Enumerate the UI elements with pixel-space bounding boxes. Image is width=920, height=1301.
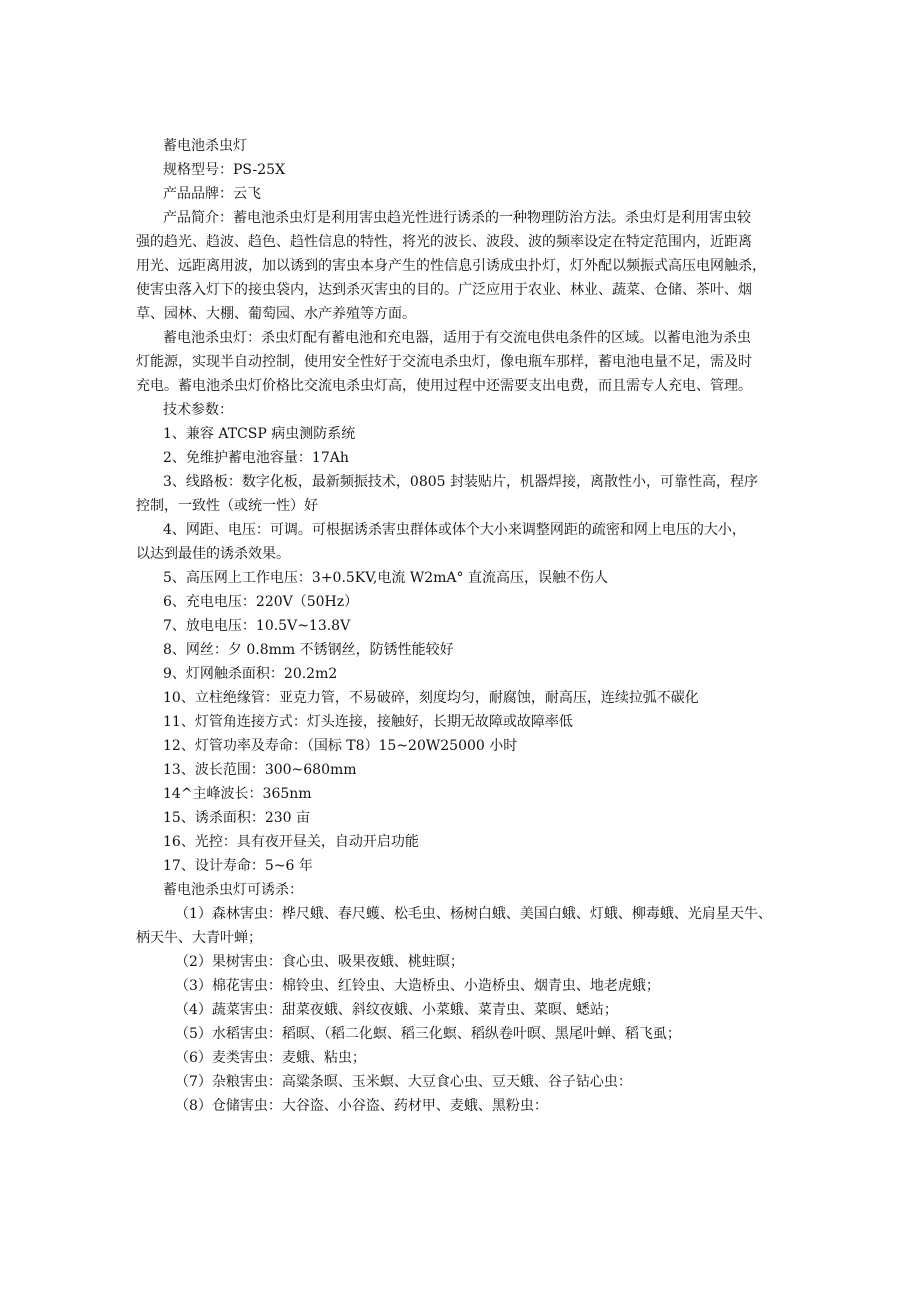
param-item: 7、放电电压：10.5V~13.8V — [163, 618, 351, 634]
param-item: 控制，一致性（或统一性）好 — [136, 498, 318, 514]
param-item: 5、高压网上工作电压：3+0.5KV,电流 W2mA° 直流高压，误触不伤人 — [163, 570, 608, 586]
param-item: 12、灯管功率及寿命：（国标 T8）15~20W25000 小时 — [163, 738, 518, 754]
param-item: 1、兼容 ATCSP 病虫测防系统 — [163, 426, 356, 442]
param-item: 以达到最佳的诱杀效果。 — [136, 546, 290, 562]
doc-title: 蓄电池杀虫灯 — [163, 138, 247, 154]
param-item: 2、免维护蓄电池容量：17Ah — [163, 450, 349, 466]
param-item: 17、设计寿命：5~6 年 — [163, 858, 313, 874]
intro-line: 强的趋光、趋波、趋色、趋性信息的特性，将光的波长、波段、波的频率设定在特定范围内，近距离 — [136, 234, 752, 250]
pest-item: 柄天牛、大青叶蝉； — [136, 930, 262, 946]
param-item: 13、波长范围：300~680mm — [163, 762, 357, 778]
param-item: 16、光控：具有夜开昼关，自动开启功能 — [163, 834, 419, 850]
battery-line: 灯能源，实现半自动控制，使用安全性好于交流电杀虫灯，像电瓶车那样，蓄电池电量不足，需及时 — [136, 354, 752, 370]
params-heading: 技术参数： — [163, 402, 233, 418]
pest-item: （7）杂粮害虫：高粱条暝、玉米螟、大豆食心虫、豆天蛾、谷子钻心虫： — [175, 1074, 632, 1090]
param-item: 10、立柱绝缘管：亚克力管，不易破碎，刻度均匀，耐腐蚀，耐高压，连续拉弧不碳化 — [163, 690, 699, 706]
pest-item: （8）仓储害虫：大谷盗、小谷盗、药材甲、麦蛾、黑粉虫： — [175, 1098, 548, 1114]
battery-line: 充电。蓄电池杀虫灯价格比交流电杀虫灯高，使用过程中还需要支出电费，而且需专人充电、管理。 — [136, 378, 752, 394]
pest-item: （3）棉花害虫：棉铃虫、红铃虫、大造桥虫、小造桥虫、烟青虫、地老虎蛾； — [175, 978, 660, 994]
param-item: 6、充电电压：220V（50Hz） — [163, 594, 359, 610]
battery-line: 蓄电池杀虫灯：杀虫灯配有蓄电池和充电器，适用于有交流电供电条件的区域。以蓄电池为杀虫 — [163, 330, 751, 346]
pest-item: （2）果树害虫：食心虫、吸果夜蛾、桃蛀暝； — [175, 954, 464, 970]
intro-line: 用光、远距离用波，加以诱到的害虫本身产生的性信息引诱成虫扑灯，灯外配以频振式高压电网触杀， — [136, 258, 766, 274]
pest-item: （5）水稻害虫：稻暝、（稻二化螟、稻三化螟、稻纵卷叶暝、黑尾叶蝉、稻飞虱； — [175, 1026, 681, 1042]
pests-heading: 蓄电池杀虫灯可诱杀： — [163, 882, 303, 898]
param-item: 14^主峰波长：365nm — [163, 786, 312, 802]
brand-line: 产品品牌：云飞 — [163, 186, 261, 202]
param-item: 4、网距、电压：可调。可根据诱杀害虫群体或体个大小来调整网距的疏密和网上电压的大小， — [163, 522, 746, 538]
intro-line: 草、园林、大棚、葡萄园、水产养殖等方面。 — [136, 306, 416, 322]
param-item: 15、诱杀面积：230 亩 — [163, 810, 310, 826]
intro-line: 使害虫落入灯下的接虫袋内，达到杀灭害虫的目的。广泛应用于农业、林业、蔬菜、仓储、茶叶、烟 — [136, 282, 752, 298]
pest-item: （1）森林害虫：桦尺蛾、春尺蠖、松毛虫、杨树白蛾、美国白蛾、灯蛾、柳毒蛾、光肩星天牛、 — [175, 906, 772, 922]
intro-line: 产品简介：蓄电池杀虫灯是利用害虫趋光性进行诱杀的一种物理防治方法。杀虫灯是利用害虫较 — [163, 210, 751, 226]
param-item: 3、线路板：数字化板，最新频振技术，0805 封装贴片，机器焊接，离散性小，可靠性高，程序 — [163, 474, 758, 490]
param-item: 11、灯管角连接方式：灯头连接，接触好，长期无故障或故障率低 — [163, 714, 573, 730]
model-line: 规格型号：PS-25X — [163, 162, 286, 178]
pest-item: （6）麦类害虫：麦蛾、粘虫； — [175, 1050, 366, 1066]
pest-item: （4）蔬菜害虫：甜菜夜蛾、斜纹夜蛾、小菜蛾、菜青虫、菜暝、蟋站； — [175, 1002, 618, 1018]
param-item: 9、灯网触杀面积：20.2m2 — [163, 666, 338, 682]
param-item: 8、网丝：夕 0.8mm 不锈钢丝，防锈性能较好 — [163, 642, 454, 658]
